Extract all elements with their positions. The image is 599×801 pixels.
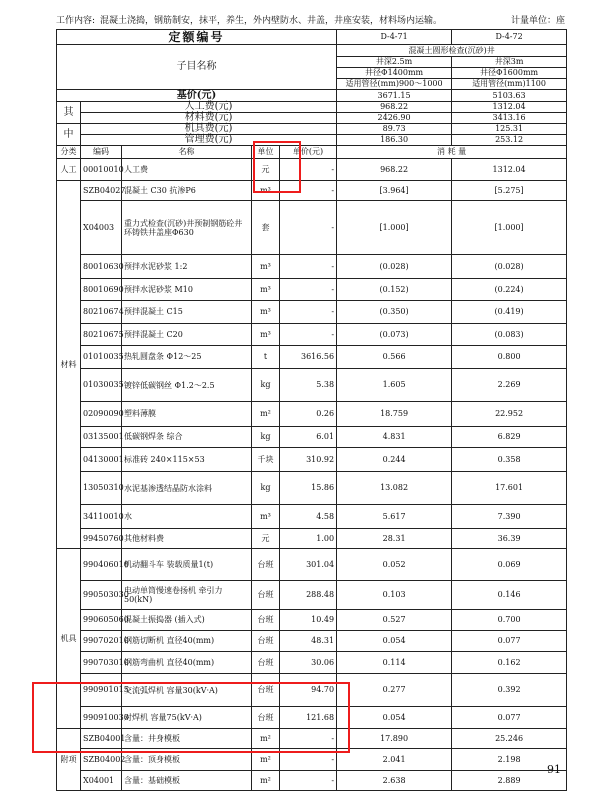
component-row bbox=[57, 102, 567, 113]
item-code: 990703010 bbox=[81, 652, 122, 674]
consumption-value-1: (0.152) bbox=[337, 279, 452, 301]
component-label: 人工费(元) bbox=[81, 102, 337, 113]
item-unit: m³ bbox=[252, 181, 280, 201]
item-name: 镀锌低碳钢丝 Φ1.2～2.5 bbox=[122, 369, 252, 402]
item-name: 钢筋切断机 直径40(mm) bbox=[122, 631, 252, 652]
item-name: 预拌水泥砂浆 1:2 bbox=[122, 255, 252, 279]
table-row bbox=[57, 279, 567, 301]
consumption-value-1: 4.831 bbox=[337, 427, 452, 448]
item-code: SZB04002 bbox=[81, 749, 122, 771]
table-row bbox=[57, 159, 567, 181]
diameter-2: 井径Φ1600mm bbox=[452, 68, 567, 79]
consumption-value-1: 0.052 bbox=[337, 549, 452, 581]
consumption-value-2: 0.392 bbox=[452, 674, 567, 707]
item-unit: m³ bbox=[252, 324, 280, 346]
item-unit: t bbox=[252, 346, 280, 369]
item-name: 含量：井身模板 bbox=[122, 729, 252, 749]
component-row bbox=[57, 113, 567, 124]
item-name: 预拌混凝土 C20 bbox=[122, 324, 252, 346]
item-unit-price: 30.06 bbox=[280, 652, 337, 674]
consumption-value-1: 0.566 bbox=[337, 346, 452, 369]
component-label: 材料费(元) bbox=[81, 113, 337, 124]
depth-2: 井深3m bbox=[452, 57, 567, 68]
item-code: X04003 bbox=[81, 201, 122, 255]
item-unit-price: 301.04 bbox=[280, 549, 337, 581]
col-code: 编码 bbox=[81, 146, 122, 159]
consumption-value-2: 7.390 bbox=[452, 505, 567, 529]
item-code: 13050310 bbox=[81, 472, 122, 505]
component-value-1: 89.73 bbox=[337, 124, 452, 135]
table-row bbox=[57, 549, 567, 581]
item-name: 低碳钢焊条 综合 bbox=[122, 427, 252, 448]
item-unit: 台班 bbox=[252, 652, 280, 674]
consumption-value-2: 2.269 bbox=[452, 369, 567, 402]
base-price-row bbox=[57, 90, 567, 102]
table-row bbox=[57, 729, 567, 749]
base-price-2: 5103.63 bbox=[452, 90, 567, 102]
item-code: 990702010 bbox=[81, 631, 122, 652]
consumption-value-2: 17.601 bbox=[452, 472, 567, 505]
pipe-1: 适用管径(mm)900～1000 bbox=[337, 79, 452, 90]
item-unit-price: 310.92 bbox=[280, 448, 337, 472]
consumption-value-1: 0.054 bbox=[337, 631, 452, 652]
item-code: 990910030 bbox=[81, 707, 122, 729]
work-content-text: 混凝土浇捣，钢筋制安，抹平，养生，外内壁防水、井盖，井座安装，材料场内运输。 bbox=[100, 16, 443, 26]
component-value-1: 968.22 bbox=[337, 102, 452, 113]
item-code: SZB04001 bbox=[81, 729, 122, 749]
table-row bbox=[57, 529, 567, 549]
consumption-value-1: 1.605 bbox=[337, 369, 452, 402]
quota-no-label: 定额编号 bbox=[57, 30, 337, 45]
item-code: SZB04027 bbox=[81, 181, 122, 201]
item-unit-price: - bbox=[280, 729, 337, 749]
item-name: 混凝土振捣器 (插入式) bbox=[122, 610, 252, 631]
item-unit-price: 94.70 bbox=[280, 674, 337, 707]
component-row bbox=[57, 135, 567, 146]
item-unit: kg bbox=[252, 472, 280, 505]
component-row bbox=[57, 124, 567, 135]
consumption-value-2: (0.224) bbox=[452, 279, 567, 301]
diameter-1: 井径Φ1400mm bbox=[337, 68, 452, 79]
item-unit-price: - bbox=[280, 159, 337, 181]
page-number: 91 bbox=[547, 763, 561, 776]
consumption-value-2: [1.000] bbox=[452, 201, 567, 255]
item-code: 80210674 bbox=[81, 301, 122, 324]
item-unit-price: 6.01 bbox=[280, 427, 337, 448]
consumption-value-2: 6.829 bbox=[452, 427, 567, 448]
consumption-value-2: 0.146 bbox=[452, 581, 567, 610]
item-name: 热轧圆盘条 Φ12～25 bbox=[122, 346, 252, 369]
item-code: 00010010 bbox=[81, 159, 122, 181]
item-unit-price: 5.38 bbox=[280, 369, 337, 402]
quota-no-row bbox=[57, 30, 567, 45]
item-unit: 台班 bbox=[252, 674, 280, 707]
item-unit: m² bbox=[252, 749, 280, 771]
consumption-value-1: 0.527 bbox=[337, 610, 452, 631]
table-row bbox=[57, 771, 567, 791]
table-row bbox=[57, 581, 567, 610]
table-row bbox=[57, 402, 567, 427]
consumption-value-1: 18.759 bbox=[337, 402, 452, 427]
component-label: 管理费(元) bbox=[81, 135, 337, 146]
item-name: 标准砖 240×115×53 bbox=[122, 448, 252, 472]
consumption-value-1: 28.31 bbox=[337, 529, 452, 549]
pipe-2: 适用管径(mm)1100 bbox=[452, 79, 567, 90]
consumption-value-1: [1.000] bbox=[337, 201, 452, 255]
consumption-value-1: 2.638 bbox=[337, 771, 452, 791]
table-row bbox=[57, 652, 567, 674]
item-name: 钢筋弯曲机 直径40(mm) bbox=[122, 652, 252, 674]
item-code: 990901015 bbox=[81, 674, 122, 707]
item-unit: 套 bbox=[252, 201, 280, 255]
consumption-value-2: 1312.04 bbox=[452, 159, 567, 181]
item-code: 990503030 bbox=[81, 581, 122, 610]
consumption-value-2: 0.358 bbox=[452, 448, 567, 472]
item-unit-price: 288.48 bbox=[280, 581, 337, 610]
table-row bbox=[57, 505, 567, 529]
item-code: 80010630 bbox=[81, 255, 122, 279]
item-unit: kg bbox=[252, 427, 280, 448]
depth-1: 井深2.5m bbox=[337, 57, 452, 68]
table-row bbox=[57, 427, 567, 448]
component-label: 机具费(元) bbox=[81, 124, 337, 135]
sub-item-label: 子目名称 bbox=[57, 45, 337, 90]
table-row bbox=[57, 749, 567, 771]
item-unit: kg bbox=[252, 369, 280, 402]
item-code: X04001 bbox=[81, 771, 122, 791]
item-code: 02090090 bbox=[81, 402, 122, 427]
col-name: 名称 bbox=[122, 146, 252, 159]
consumption-value-2: 25.246 bbox=[452, 729, 567, 749]
table-row bbox=[57, 631, 567, 652]
table-row bbox=[57, 201, 567, 255]
consumption-value-1: (0.073) bbox=[337, 324, 452, 346]
item-code: 990605060 bbox=[81, 610, 122, 631]
of-which-label-1: 其 bbox=[57, 102, 81, 124]
item-unit-price: 4.58 bbox=[280, 505, 337, 529]
item-unit-price: 0.26 bbox=[280, 402, 337, 427]
item-name: 水泥基渗透结晶防水涂料 bbox=[122, 472, 252, 505]
item-name: 机动翻斗车 装载质量1(t) bbox=[122, 549, 252, 581]
category-label: 人工 bbox=[57, 159, 81, 181]
item-name: 预拌混凝土 C15 bbox=[122, 301, 252, 324]
column-header-row bbox=[57, 146, 567, 159]
item-unit: m³ bbox=[252, 301, 280, 324]
quota-code-1: D-4-71 bbox=[337, 30, 452, 45]
consumption-value-2: [5.275] bbox=[452, 181, 567, 201]
item-name: 电动单筒慢速卷扬机 牵引力50(kN) bbox=[122, 581, 252, 610]
item-unit-price: - bbox=[280, 279, 337, 301]
consumption-value-1: 5.617 bbox=[337, 505, 452, 529]
consumption-value-1: 13.082 bbox=[337, 472, 452, 505]
item-unit-price: - bbox=[280, 749, 337, 771]
item-unit-price: - bbox=[280, 255, 337, 279]
item-unit-price: 10.49 bbox=[280, 610, 337, 631]
item-unit-price: 48.31 bbox=[280, 631, 337, 652]
item-code: 80010690 bbox=[81, 279, 122, 301]
item-unit-price: 3616.56 bbox=[280, 346, 337, 369]
consumption-value-2: 2.889 bbox=[452, 771, 567, 791]
component-value-1: 2426.90 bbox=[337, 113, 452, 124]
group-name: 混凝土圆形检查(沉砂)井 bbox=[337, 45, 567, 57]
item-unit: 台班 bbox=[252, 610, 280, 631]
component-value-2: 125.31 bbox=[452, 124, 567, 135]
col-unit: 单位 bbox=[252, 146, 280, 159]
item-unit-price: - bbox=[280, 201, 337, 255]
category-label: 材料 bbox=[57, 181, 81, 549]
item-unit: m³ bbox=[252, 279, 280, 301]
quota-code-2: D-4-72 bbox=[452, 30, 567, 45]
item-unit-price: 15.86 bbox=[280, 472, 337, 505]
item-code: 03135001 bbox=[81, 427, 122, 448]
table-row bbox=[57, 301, 567, 324]
sub-item-row bbox=[57, 45, 567, 57]
component-value-2: 3413.16 bbox=[452, 113, 567, 124]
table-row bbox=[57, 324, 567, 346]
consumption-value-2: 0.800 bbox=[452, 346, 567, 369]
item-unit: 台班 bbox=[252, 581, 280, 610]
col-consumption: 消 耗 量 bbox=[337, 146, 567, 159]
consumption-value-1: 0.277 bbox=[337, 674, 452, 707]
item-code: 99450760 bbox=[81, 529, 122, 549]
item-unit: m² bbox=[252, 402, 280, 427]
table-row bbox=[57, 674, 567, 707]
item-unit: m² bbox=[252, 771, 280, 791]
consumption-value-2: 0.077 bbox=[452, 707, 567, 729]
item-unit: 元 bbox=[252, 159, 280, 181]
table-row bbox=[57, 255, 567, 279]
item-code: 80210675 bbox=[81, 324, 122, 346]
work-content-label: 工作内容: bbox=[56, 16, 96, 26]
item-name: 含量：顶身模板 bbox=[122, 749, 252, 771]
consumption-value-1: 0.114 bbox=[337, 652, 452, 674]
consumption-value-2: 0.069 bbox=[452, 549, 567, 581]
item-unit-price: - bbox=[280, 771, 337, 791]
consumption-value-2: 0.700 bbox=[452, 610, 567, 631]
consumption-value-1: 0.244 bbox=[337, 448, 452, 472]
table-row bbox=[57, 707, 567, 729]
item-name: 含量：基础模板 bbox=[122, 771, 252, 791]
item-unit-price: 121.68 bbox=[280, 707, 337, 729]
item-name: 塑料薄膜 bbox=[122, 402, 252, 427]
category-label: 机具 bbox=[57, 549, 81, 729]
component-value-1: 186.30 bbox=[337, 135, 452, 146]
item-code: 34110010 bbox=[81, 505, 122, 529]
item-name: 人工费 bbox=[122, 159, 252, 181]
table-row bbox=[57, 346, 567, 369]
table-row bbox=[57, 610, 567, 631]
consumption-value-1: [3.964] bbox=[337, 181, 452, 201]
item-name: 预拌水泥砂浆 M10 bbox=[122, 279, 252, 301]
item-name: 交流弧焊机 容量30(kV·A) bbox=[122, 674, 252, 707]
of-which-label-2: 中 bbox=[57, 124, 81, 146]
item-code: 01030035 bbox=[81, 369, 122, 402]
item-unit: m³ bbox=[252, 505, 280, 529]
item-unit-price: - bbox=[280, 301, 337, 324]
consumption-value-2: (0.028) bbox=[452, 255, 567, 279]
item-name: 对焊机 容量75(kV·A) bbox=[122, 707, 252, 729]
col-unit-price: 单价(元) bbox=[280, 146, 337, 159]
base-price-1: 3671.15 bbox=[337, 90, 452, 102]
item-unit: 台班 bbox=[252, 549, 280, 581]
item-unit-price: - bbox=[280, 181, 337, 201]
consumption-value-1: 0.103 bbox=[337, 581, 452, 610]
consumption-value-1: 968.22 bbox=[337, 159, 452, 181]
consumption-value-1: (0.028) bbox=[337, 255, 452, 279]
category-label: 附项 bbox=[57, 729, 81, 791]
component-value-2: 253.12 bbox=[452, 135, 567, 146]
item-unit: 台班 bbox=[252, 631, 280, 652]
item-unit: 元 bbox=[252, 529, 280, 549]
col-category: 分类 bbox=[57, 146, 81, 159]
quota-table bbox=[56, 29, 567, 791]
item-unit-price: 1.00 bbox=[280, 529, 337, 549]
table-row bbox=[57, 181, 567, 201]
item-unit: m³ bbox=[252, 255, 280, 279]
consumption-value-2: 2.198 bbox=[452, 749, 567, 771]
item-code: 01010035 bbox=[81, 346, 122, 369]
consumption-value-1: 0.054 bbox=[337, 707, 452, 729]
consumption-value-2: 22.952 bbox=[452, 402, 567, 427]
item-name: 混凝土 C30 抗渗P6 bbox=[122, 181, 252, 201]
consumption-value-2: 36.39 bbox=[452, 529, 567, 549]
item-unit: 台班 bbox=[252, 707, 280, 729]
table-row bbox=[57, 472, 567, 505]
table-row bbox=[57, 448, 567, 472]
consumption-value-2: (0.083) bbox=[452, 324, 567, 346]
consumption-value-2: 0.162 bbox=[452, 652, 567, 674]
item-code: 990406010 bbox=[81, 549, 122, 581]
item-name: 其他材料费 bbox=[122, 529, 252, 549]
item-unit-price: - bbox=[280, 324, 337, 346]
item-unit: 千块 bbox=[252, 448, 280, 472]
item-code: 04130001 bbox=[81, 448, 122, 472]
consumption-value-1: 2.041 bbox=[337, 749, 452, 771]
component-value-2: 1312.04 bbox=[452, 102, 567, 113]
consumption-value-1: 17.890 bbox=[337, 729, 452, 749]
consumption-value-2: (0.419) bbox=[452, 301, 567, 324]
item-unit: m² bbox=[252, 729, 280, 749]
item-name: 重力式检查(沉砂)井预制钢筋砼井环铸铁井盖座Φ630 bbox=[122, 201, 252, 255]
consumption-value-2: 0.077 bbox=[452, 631, 567, 652]
consumption-value-1: (0.350) bbox=[337, 301, 452, 324]
table-row bbox=[57, 369, 567, 402]
measurement-unit: 计量单位：座 bbox=[510, 16, 565, 26]
base-price-label: 基价(元) bbox=[57, 90, 337, 102]
item-name: 水 bbox=[122, 505, 252, 529]
